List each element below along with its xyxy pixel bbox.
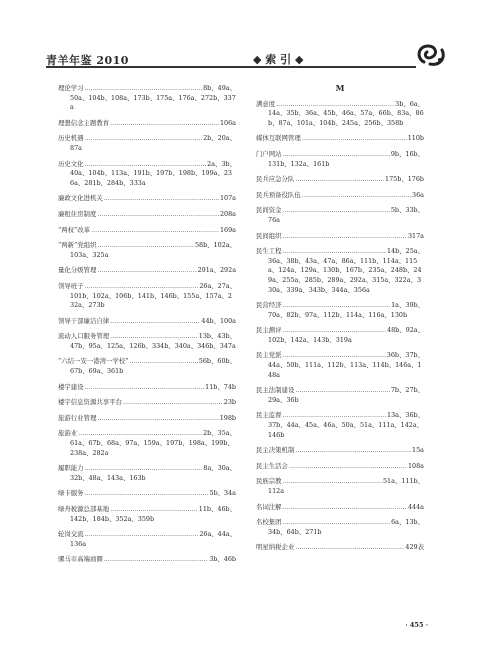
index-term: 民生工程	[256, 247, 282, 256]
index-term: 理论学习	[58, 84, 84, 92]
entry-head	[58, 332, 236, 342]
page-refs-continued: 44a、50b、111a、112b、113a、114b、146a、148a	[268, 361, 422, 379]
page-refs-continued: 40a、104b、113a、191b、197b、198b、199a、236a、281b、284b、333a	[70, 169, 232, 187]
entry-head	[256, 206, 424, 216]
entry-head	[58, 489, 236, 499]
entry-head	[256, 462, 424, 472]
page-refs-continued: 142b、184b、352a、359b	[70, 514, 155, 523]
page-refs-continued: 29a、36b	[268, 395, 299, 404]
entry-head	[58, 357, 236, 367]
header-rule	[46, 66, 416, 68]
entry-head	[256, 411, 424, 421]
leader-dots	[302, 134, 407, 144]
index-term: 民主党派	[256, 351, 282, 360]
page-refs: 106a	[219, 118, 236, 127]
page-refs-continued: 136a	[70, 539, 87, 548]
leader-dots	[283, 411, 386, 421]
index-term: 骡马市高端商圈	[58, 555, 103, 564]
leader-dots	[97, 414, 218, 424]
index-term: 廉政文化进机关	[58, 194, 103, 203]
page-refs-continued: 32b、48a、143a、163b	[70, 473, 146, 482]
entry-head	[58, 84, 236, 94]
index-entry	[256, 543, 424, 553]
page-refs: 7b、27b、	[390, 386, 424, 395]
index-term: 绿卡服务	[58, 489, 84, 498]
index-term: 民兵应急分队	[256, 175, 295, 184]
page-refs: 291a、292a	[197, 266, 236, 275]
leader-dots	[85, 282, 199, 292]
leader-dots	[302, 191, 411, 201]
page-refs: 26a、27a、	[199, 281, 236, 290]
index-term: 历史文化	[58, 159, 84, 168]
page-refs-continued: 37b、44a、45a、46a、50a、51a、111a、142a、146b	[268, 421, 424, 439]
index-entry	[58, 266, 236, 276]
index-entry	[58, 226, 236, 236]
page-refs: 8a、30a、	[203, 464, 236, 473]
leader-dots	[110, 332, 198, 342]
index-term: “六结一安一港湾一学校”	[58, 357, 129, 366]
leader-dots	[97, 266, 196, 276]
leader-dots	[85, 383, 205, 393]
index-term: 履职能力	[58, 464, 84, 473]
leader-dots	[85, 489, 209, 499]
page-refs: 51a、111b、	[382, 477, 424, 486]
index-term: 民间组织	[256, 231, 282, 240]
entry-head	[58, 194, 236, 204]
leader-dots	[110, 119, 219, 129]
index-term: 民间资金	[256, 206, 282, 215]
entry-head	[256, 191, 424, 201]
entry-head	[58, 464, 236, 474]
page-refs: 429表	[405, 543, 424, 552]
entry-head	[256, 518, 424, 528]
page-refs: 3b、6a、	[395, 99, 424, 108]
leader-dots	[85, 464, 203, 474]
entry-head	[58, 505, 236, 515]
index-entry	[58, 332, 236, 351]
leader-dots	[129, 357, 197, 367]
page-refs: 13b、43b、	[198, 332, 236, 341]
entry-head	[58, 398, 236, 408]
index-term: 媒体互联网管理	[256, 134, 301, 143]
index-term: 明星纳税企业	[256, 543, 295, 552]
index-term: 旅游业	[58, 429, 78, 438]
leader-dots	[91, 226, 219, 236]
index-entry	[256, 386, 424, 405]
leader-dots	[283, 247, 386, 257]
entry-head	[256, 543, 424, 553]
page-refs-continued: 101b、102a、106b、141b、146b、155a、157a、232a、273b	[70, 291, 232, 310]
index-term: 廉租住房制度	[58, 209, 97, 218]
index-entry	[58, 398, 236, 408]
logo-icon	[414, 40, 448, 70]
entry-head	[256, 301, 424, 311]
page-refs: 2b、35a、	[203, 429, 236, 438]
index-entry	[256, 446, 424, 456]
index-entry	[58, 194, 236, 204]
leader-dots	[85, 134, 203, 144]
entry-head	[58, 134, 236, 144]
index-entry	[256, 411, 424, 440]
page-refs: 56b、60b、	[198, 357, 236, 366]
index-entry	[58, 555, 236, 565]
index-term: 民主法制建设	[256, 386, 295, 395]
entry-head	[58, 429, 236, 439]
page-refs-continued: 103a、325a	[70, 250, 109, 259]
leader-dots	[295, 175, 384, 185]
index-entry	[256, 351, 424, 380]
page-refs: 317a	[407, 231, 424, 240]
leader-dots	[98, 241, 194, 251]
page-refs-continued: 61a、67b、68a、97a、159a、197b、198a、199b、238a、282a	[70, 439, 234, 457]
entry-head	[58, 530, 236, 540]
index-term: “两新”党组织	[58, 241, 97, 250]
index-term: 民主监督	[256, 411, 282, 420]
page-refs: 110b	[407, 134, 424, 143]
index-entry	[58, 505, 236, 524]
page-refs: 58b、102a、	[194, 241, 236, 250]
index-entry	[256, 247, 424, 295]
index-entry	[58, 210, 236, 220]
entry-head	[256, 232, 424, 242]
entry-head	[58, 282, 236, 292]
page-refs: 11b、74b	[205, 382, 236, 391]
index-term: 民主生活会	[256, 461, 288, 470]
index-entry	[58, 317, 236, 327]
leader-dots	[104, 555, 208, 565]
entry-head	[58, 266, 236, 276]
index-term: 门户网站	[256, 149, 282, 158]
page-refs: 9b、16b、	[390, 149, 424, 158]
index-term: “两权”改革	[58, 225, 91, 234]
page-refs: 444a	[407, 502, 424, 511]
index-term: 名词注解	[256, 502, 282, 511]
index-term: 满意度	[256, 99, 276, 108]
entry-head	[58, 383, 236, 393]
index-term: 民主决策机制	[256, 446, 295, 455]
entry-head	[256, 477, 424, 487]
index-term: 领导班子	[58, 281, 84, 290]
index-entry	[58, 357, 236, 376]
page-refs: 5b、34a	[209, 489, 236, 498]
leader-dots	[283, 477, 382, 487]
index-term: 旅游行业管理	[58, 413, 97, 422]
page-number: · 455 ·	[405, 621, 428, 629]
entry-head	[256, 150, 424, 160]
index-term: 量化分级管理	[58, 266, 97, 275]
index-entry	[256, 462, 424, 472]
leader-dots	[283, 518, 391, 528]
index-entry	[256, 477, 424, 496]
index-term: 领导干部廉洁自律	[58, 316, 110, 325]
leader-dots	[295, 386, 389, 396]
page-refs: 6a、13b、	[391, 518, 424, 527]
entry-head	[256, 100, 424, 110]
page-refs: 3b、46b	[209, 555, 236, 564]
page-refs-continued: 36a、38b、43a、47a、86a、111b、114a、115a、124a、129a、130b、167b、235a、248b、249a、255a、285b、289a、292a、315a、322a、330a、339a、343b、344a、356a	[268, 256, 422, 294]
entry-head	[58, 555, 236, 565]
index-term: 理想信念主题教育	[58, 118, 110, 127]
index-column-left	[58, 84, 236, 571]
index-entry	[58, 119, 236, 129]
leader-dots	[85, 530, 199, 540]
entry-head	[58, 210, 236, 220]
page-refs: 169a	[219, 225, 236, 234]
index-entry	[256, 326, 424, 345]
entry-head	[256, 386, 424, 396]
page-refs: 175b、176b	[385, 175, 424, 184]
page-refs-continued: 67b、69a、361b	[70, 367, 124, 376]
index-entry	[58, 383, 236, 393]
leader-dots	[283, 301, 391, 311]
leader-dots	[104, 194, 219, 204]
index-term: 名校集团	[256, 518, 282, 527]
page-refs: 23b	[223, 398, 236, 407]
page-refs: 36a	[412, 190, 424, 199]
page-header	[38, 40, 448, 67]
page-refs-continued: 47b、95a、125a、126b、334b、340a、346b、347a	[70, 341, 236, 350]
index-term: 绿舟税源总部基地	[58, 505, 110, 513]
leader-dots	[85, 160, 207, 170]
entry-head	[58, 226, 236, 236]
leader-dots	[283, 150, 390, 160]
page-refs: 1a、39b、	[391, 301, 424, 310]
leader-dots	[283, 503, 407, 513]
page-refs-continued: 102b、142a、143b、319a	[268, 335, 352, 344]
page-refs: 5b、33b、	[390, 206, 424, 215]
entry-head	[58, 317, 236, 327]
section-letter: M	[335, 83, 345, 93]
index-entry	[256, 206, 424, 225]
index-entry	[256, 191, 424, 201]
index-term: 民营经济	[256, 301, 282, 310]
index-entry	[256, 301, 424, 320]
index-entry	[256, 518, 424, 537]
index-term: 民兵预备役队伍	[256, 190, 301, 199]
page-refs: 36b、37b、	[386, 351, 424, 360]
index-entry	[58, 160, 236, 189]
page-refs: 26a、44a、	[199, 530, 236, 539]
leader-dots	[276, 100, 394, 110]
page-refs: 198b	[219, 413, 236, 422]
index-entry	[58, 414, 236, 424]
index-term: 民主测评	[256, 326, 282, 335]
index-entry	[256, 100, 424, 129]
leader-dots	[289, 462, 407, 472]
index-term: 轮岗交流	[58, 530, 84, 539]
yearbook-title: 青羊年鉴 2010	[46, 54, 129, 67]
entry-head	[256, 503, 424, 513]
index-entry	[58, 530, 236, 549]
page-refs: 208a	[219, 209, 236, 218]
page-refs-continued: 70a、82b、97a、112b、114a、116a、130b	[268, 310, 408, 319]
leader-dots	[110, 317, 200, 327]
index-entry	[256, 175, 424, 185]
page-refs: 15a	[412, 446, 424, 455]
index-column-right	[256, 84, 424, 559]
entry-head	[256, 351, 424, 361]
entry-head	[58, 119, 236, 129]
leader-dots	[295, 543, 404, 553]
page-refs: 13a、36b、	[387, 411, 424, 420]
page-refs: 14b、25a、	[387, 247, 424, 256]
page-refs-continued: 87a	[70, 143, 82, 152]
page-refs: 107a	[219, 194, 236, 203]
entry-head	[256, 247, 424, 257]
index-entry	[256, 134, 424, 144]
page-refs: 11b、46b、	[198, 505, 236, 513]
leader-dots	[295, 446, 411, 456]
entry-head	[58, 414, 236, 424]
index-entry	[58, 241, 236, 260]
leader-dots	[283, 326, 386, 336]
leader-dots	[283, 232, 407, 242]
index-entry	[58, 489, 236, 499]
index-term: 历史机遇	[58, 134, 84, 143]
page-refs-continued: 50a、104b、108a、173b、175a、176a、272b、337a	[70, 93, 236, 112]
index-term: 楼宇建设	[58, 382, 84, 391]
page-refs: 48b、92a、	[387, 326, 424, 335]
index-entry	[58, 282, 236, 311]
page-refs-continued: 14a、35b、36a、45b、46a、57a、66b、83a、86b、87a、101a、104b、245a、256b、358b	[268, 109, 424, 127]
leader-dots	[85, 84, 203, 94]
leader-dots	[283, 351, 386, 361]
index-term: 流动人口服务管理	[58, 332, 110, 341]
index-entry	[256, 232, 424, 242]
page-refs: 2b、20a、	[203, 134, 236, 143]
leader-dots	[123, 398, 223, 408]
entry-head	[58, 160, 236, 170]
page-refs-continued: 34b、64b、271b	[268, 527, 322, 536]
entry-head	[256, 326, 424, 336]
entry-head	[256, 446, 424, 456]
leader-dots	[78, 429, 202, 439]
entry-head	[256, 134, 424, 144]
page-refs: 2a、3b、	[207, 159, 236, 168]
section-title: ◆ 索 引 ◆	[253, 53, 304, 66]
leader-dots	[110, 505, 198, 515]
page-refs: 8b、49a、	[203, 84, 236, 92]
index-entry	[58, 429, 236, 458]
index-term: 民族宗教	[256, 477, 282, 486]
page-refs-continued: 131b、132a、161b	[268, 159, 330, 168]
page-refs-continued: 112a	[268, 487, 285, 495]
index-entry	[58, 84, 236, 113]
page-refs: 108a	[407, 461, 424, 470]
index-term: 楼宇信息资源共享平台	[58, 398, 122, 407]
index-entry	[58, 134, 236, 153]
entry-head	[58, 241, 236, 251]
page-refs-continued: 76a	[268, 215, 280, 224]
index-entry	[256, 503, 424, 513]
page-refs: 44b、100a	[201, 316, 236, 325]
index-entry	[58, 464, 236, 483]
entry-head	[256, 175, 424, 185]
index-entry	[256, 150, 424, 169]
leader-dots	[97, 210, 219, 220]
leader-dots	[283, 206, 390, 216]
